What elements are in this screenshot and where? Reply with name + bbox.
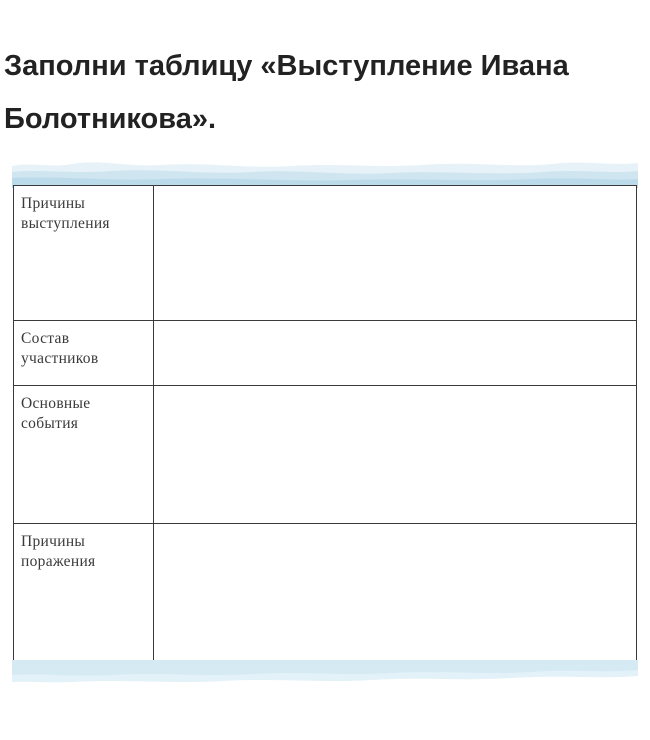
- answer-cell-events[interactable]: [154, 386, 636, 523]
- row-label-causes: Причины выступления: [14, 186, 154, 320]
- row-label-events: Основные события: [14, 386, 154, 523]
- answer-cell-participants[interactable]: [154, 321, 636, 385]
- decorative-top-strip: [12, 154, 638, 188]
- answer-cell-causes[interactable]: [154, 186, 636, 320]
- task-title: Заполни таблицу «Выступление Ивана Болотникова».: [4, 50, 569, 135]
- table-row: [14, 386, 636, 524]
- table-row: [14, 524, 636, 661]
- table-row: [14, 186, 636, 321]
- table-row: [14, 321, 636, 386]
- row-label-defeat: Причины поражения: [14, 524, 154, 661]
- row-label-participants: Состав участников: [14, 321, 154, 385]
- answer-cell-defeat[interactable]: [154, 524, 636, 661]
- answer-table: [13, 185, 637, 662]
- decorative-bottom-strip: [12, 660, 638, 686]
